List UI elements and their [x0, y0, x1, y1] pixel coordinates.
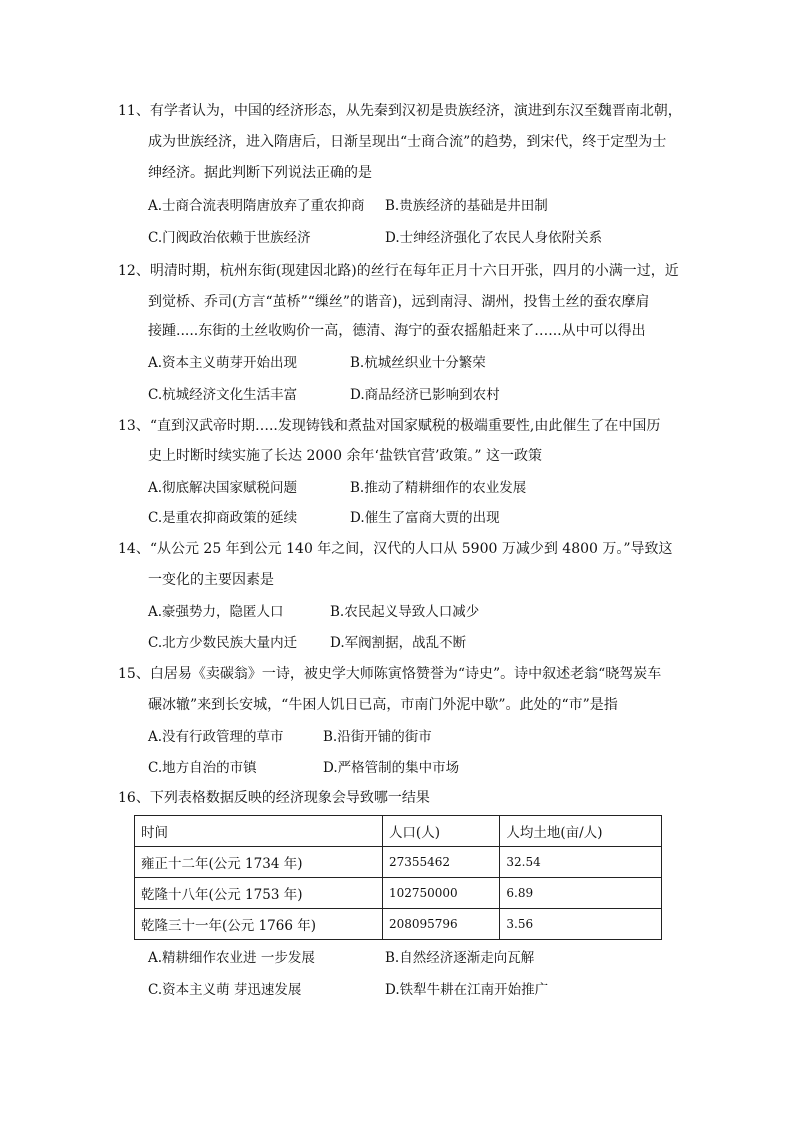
table-cell-land: 32.54	[500, 847, 662, 878]
question-13-line-1: 13、“直到汉武帝时期…..发现铸钱和煮盐对国家赋税的极端重要性,由此催生了在中国历	[118, 418, 661, 434]
question-11-option-b: B.贵族经济的基础是井田制	[385, 198, 548, 214]
question-15-option-c: C.地方自治的市镇	[148, 760, 257, 776]
question-15-line-2: 碾冰辙”来到长安城，“牛困人饥日已高，市南门外泥中歇”。此处的“市”是指	[148, 697, 618, 713]
question-15-option-a: A.没有行政管理的草市	[148, 729, 284, 745]
question-13-option-a: A.彻底解决国家赋税问题	[148, 480, 298, 496]
question-12-line-2: 到觉桥、乔司(方言“茧桥”“缫丝”的谐音)，远到南浔、湖州，投售土丝的蚕农摩肩	[148, 294, 650, 310]
table-cell-population: 208095796	[382, 909, 499, 940]
question-13-option-c: C.是重农抑商政策的延续	[148, 510, 298, 526]
question-12-line-1: 12、明清时期，杭州东街(现建因北路)的丝行在每年正月十六日开张，四月的小满一过，近	[118, 263, 679, 279]
question-13-line-2: 史上时断时续实施了长达 2000 余年‘盐铁官营’政策。” 这一政策	[148, 448, 543, 464]
question-12-option-d: D.商品经济已影响到农村	[350, 387, 500, 403]
table-cell-population: 102750000	[382, 878, 499, 909]
population-table	[134, 815, 662, 940]
table-header-cell: 时间	[135, 816, 383, 847]
question-14-option-d: D.军阀割据，战乱不断	[330, 635, 467, 651]
question-12-option-b: B.杭城丝织业十分繁荣	[350, 355, 486, 371]
question-14-option-c: C.北方少数民族大量内迁	[148, 635, 298, 651]
question-11-line-1: 11、有学者认为，中国的经济形态，从先秦到汉初是贵族经济，演进到东汉至魏晋南北朝，	[118, 103, 682, 119]
question-14-option-a: A.豪强势力，隐匿人口	[148, 604, 284, 620]
table-cell-land: 3.56	[500, 909, 662, 940]
question-15-option-d: D.严格管制的集中市场	[323, 760, 460, 776]
table-cell-time: 雍正十二年(公元 1734 年)	[135, 847, 383, 878]
question-12-option-a: A.资本主义萌芽开始出现	[148, 355, 298, 371]
table-row	[135, 909, 662, 940]
question-16-option-d: D.铁犁牛耕在江南开始推广	[385, 982, 549, 998]
question-15-line-1: 15、白居易《卖碳翁》一诗，被史学大师陈寅恪赞誉为“诗史”。诗中叙述老翁“晓驾炭车	[118, 666, 662, 682]
table-cell-land: 6.89	[500, 878, 662, 909]
table-cell-population: 27355462	[382, 847, 499, 878]
question-14-option-b: B.农民起义导致人口减少	[330, 604, 480, 620]
table-header-cell: 人口(人)	[382, 816, 499, 847]
table-cell-time: 乾隆三十一年(公元 1766 年)	[135, 909, 383, 940]
table-cell-time: 乾隆十八年(公元 1753 年)	[135, 878, 383, 909]
table-row	[135, 878, 662, 909]
question-11-option-d: D.士绅经济强化了农民人身依附关系	[385, 230, 603, 246]
question-14-line-1: 14、“从公元 25 年到公元 140 年之间，汉代的人口从 5900 万减少到 4800 万。”导致这	[118, 541, 673, 557]
question-13-option-b: B.推动了精耕细作的农业发展	[350, 480, 527, 496]
question-11-option-a: A.士商合流表明隋唐放弃了重农抑商	[148, 198, 365, 214]
question-16-option-a: A.精耕细作农业进 一步发展	[148, 950, 315, 966]
question-15-option-b: B.沿街开铺的街市	[323, 729, 432, 745]
question-12-option-c: C.杭城经济文化生活丰富	[148, 387, 298, 403]
question-16-option-b: B.自然经济逐渐走向瓦解	[385, 950, 535, 966]
question-11-line-3: 绅经济。据此判断下列说法正确的是	[148, 165, 372, 181]
question-16-line-1: 16、下列表格数据反映的经济现象会导致哪一结果	[118, 790, 430, 806]
table-header-row	[135, 816, 662, 847]
question-11-option-c: C.门阀政治依赖于世族经济	[148, 230, 311, 246]
table-row	[135, 847, 662, 878]
question-12-line-3: 接踵.....东街的土丝收购价一高，德清、海宁的蚕农摇船赶来了…...从中可以得出	[148, 323, 646, 339]
question-14-line-2: 一变化的主要因素是	[148, 572, 274, 588]
question-11-line-2: 成为世族经济，进入隋唐后，日渐呈现出“士商合流”的趋势，到宋代，终于定型为士	[148, 134, 667, 150]
table-header-cell: 人均土地(亩/人)	[500, 816, 662, 847]
question-13-option-d: D.催生了富商大贾的出现	[350, 510, 500, 526]
question-16-option-c: C.资本主义萌 芽迅速发展	[148, 982, 302, 998]
